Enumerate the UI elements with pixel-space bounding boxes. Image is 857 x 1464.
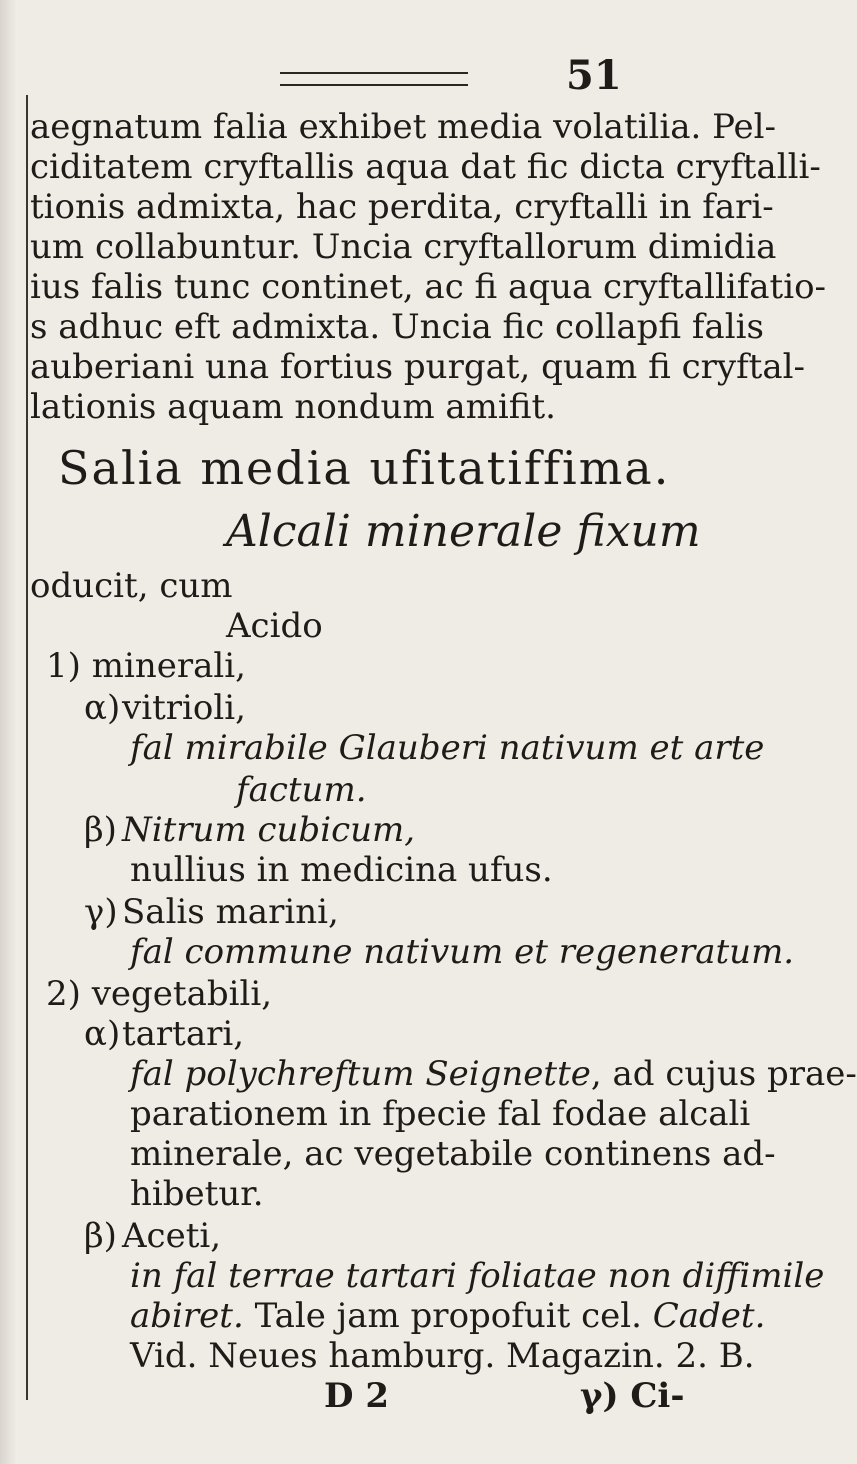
text-line-2: ciditatem cryftallis aqua dat fic dicta cryftalli-: [30, 147, 821, 187]
list-item-aceti: [84, 1216, 221, 1256]
page-binding-edge: [0, 0, 18, 1464]
list-subtext: [130, 1054, 857, 1094]
list-subtext-italic: fal polychreftum Seignette: [130, 1054, 591, 1094]
list-item-vitrioli: [84, 688, 246, 728]
text-line-7: auberiani una fortius purgat, quam fi cryftal-: [30, 347, 805, 387]
text-line-4: um collabuntur. Uncia cryftallorum dimidia: [30, 227, 777, 267]
list-subtext: hibetur.: [130, 1174, 264, 1214]
greek-marker: β): [84, 1216, 117, 1256]
list-item-tartari: [84, 1014, 244, 1054]
greek-marker: β): [84, 810, 117, 850]
page-number: 51: [566, 52, 622, 99]
list-item-salis-marini: [84, 892, 339, 932]
list-text: Nitrum cubicum,: [122, 810, 416, 850]
list-text: tartari,: [122, 1014, 245, 1054]
text-line-6: s adhuc eft admixta. Uncia fic collapfi falis: [30, 307, 764, 347]
header-ornament-rule: [280, 72, 468, 86]
list-subtext-rest: , ad cujus prae-: [590, 1054, 857, 1094]
list-item-vegetabili: 2) vegetabili,: [46, 974, 273, 1014]
signature-mark: D 2: [324, 1376, 389, 1416]
list-subtext: parationem in fpecie fal fodae alcali: [130, 1094, 751, 1134]
list-subtext: fal commune nativum et regeneratum.: [130, 932, 795, 972]
catchword: γ) Ci-: [580, 1376, 685, 1416]
list-subtext: [130, 1296, 765, 1336]
text-line-5: ius falis tunc continet, ac fi aqua cryftallifatio-: [30, 267, 827, 307]
list-text: vitrioli,: [122, 688, 246, 728]
section-subheading: Alcali minerale fixum: [226, 506, 701, 557]
text-line-1: aegnatum falia exhibet media volatilia. Pel-: [30, 107, 776, 147]
list-subtext: in fal terrae tartari foliatae non diffimile: [130, 1256, 825, 1296]
list-producit: oducit, cum: [30, 566, 233, 606]
list-subtext: minerale, ac vegetabile continens ad-: [130, 1134, 776, 1174]
list-subtext-rest: Tale jam propofuit cel.: [243, 1296, 653, 1336]
text-line-8: lationis aquam nondum amifit.: [30, 387, 556, 427]
binding-shadow-line: [26, 95, 28, 1400]
list-subtext: factum.: [236, 770, 367, 810]
greek-marker: α): [84, 1014, 121, 1054]
list-subtext: fal mirabile Glauberi nativum et arte: [130, 728, 765, 768]
list-subtext-italic: Cadet.: [652, 1296, 766, 1336]
list-subtext-italic: abiret.: [130, 1296, 244, 1336]
list-acido: Acido: [226, 606, 323, 646]
section-heading: Salia media ufitatiffima.: [58, 441, 671, 495]
text-line-3: tionis admixta, hac perdita, cryftalli in fari-: [30, 187, 774, 227]
list-text: Aceti,: [122, 1216, 222, 1256]
list-item-nitrum: [84, 810, 415, 850]
list-subtext: nullius in medicina ufus.: [130, 850, 553, 890]
greek-marker: α): [84, 688, 121, 728]
greek-marker: γ): [84, 892, 118, 932]
list-text: Salis marini,: [122, 892, 339, 932]
reference-line: Vid. Neues hamburg. Magazin. 2. B.: [130, 1336, 755, 1376]
list-item-minerali: 1) minerali,: [46, 646, 246, 686]
